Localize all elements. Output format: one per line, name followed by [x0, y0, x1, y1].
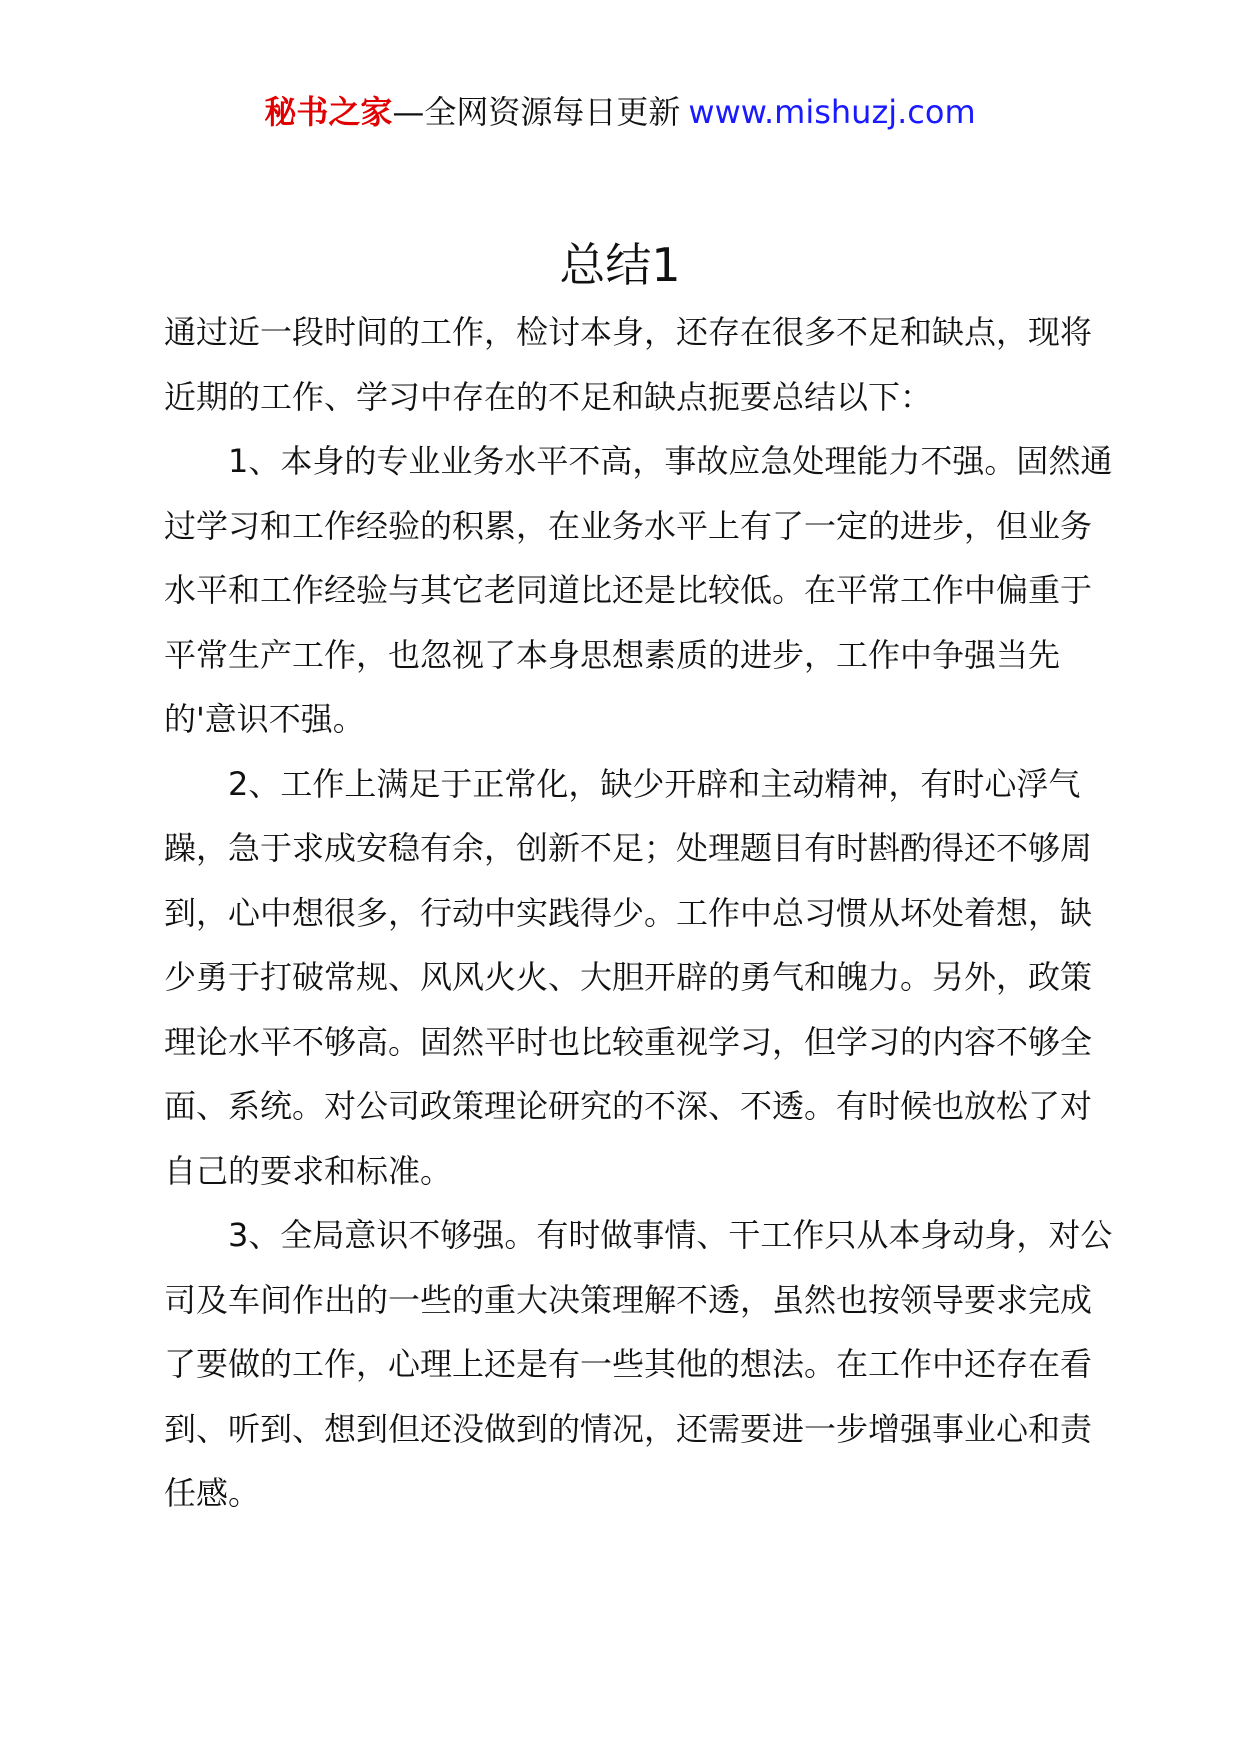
- document-title: 总结1: [559, 238, 681, 292]
- point-3-paragraph: 3、全局意识不够强。有时做事情、干工作只从本身动身，对公司及车间作出的一些的重大决策理解不透，虽然也按领导要求完成了要做的工作，心理上还是有一些其他的想法。在工作中还存在看到、听到、想到但还没做到的情况，还需要进一步增强事业心和责任感。: [164, 1216, 1113, 1512]
- site-url-link[interactable]: www.mishuzj.com: [688, 93, 976, 131]
- brand-name: 秘书之家: [264, 93, 393, 131]
- point-1-paragraph: 1、本身的专业业务水平不高，事故应急处理能力不强。固然通过学习和工作经验的积累，在业务水平上有了一定的进步，但业务水平和工作经验与其它老同道比还是比较低。在平常工作中偏重于平常生产工作，也忽视了本身思想素质的进步，工作中争强当先的'意识不强。: [164, 442, 1113, 738]
- document-body: [164, 300, 1116, 1526]
- header-tagline: —全网资源每日更新: [392, 93, 681, 131]
- intro-paragraph: 通过近一段时间的工作，检讨本身，还存在很多不足和缺点，现将近期的工作、学习中存在的不足和缺点扼要总结以下：: [164, 313, 1093, 416]
- point-2-paragraph: 2、工作上满足于正常化，缺少开辟和主动精神，有时心浮气躁，急于求成安稳有余，创新不足；处理题目有时斟酌得还不够周到，心中想很多，行动中实践得少。工作中总习惯从坏处着想，缺少勇于打破常规、风风火火、大胆开辟的勇气和魄力。另外，政策理论水平不够高。固然平时也比较重视学习，但学习的内容不够全面、系统。对公司政策理论研究的不深、不透。有时候也放松了对自己的要求和标准。: [164, 764, 1093, 1190]
- site-header: [0, 88, 1240, 136]
